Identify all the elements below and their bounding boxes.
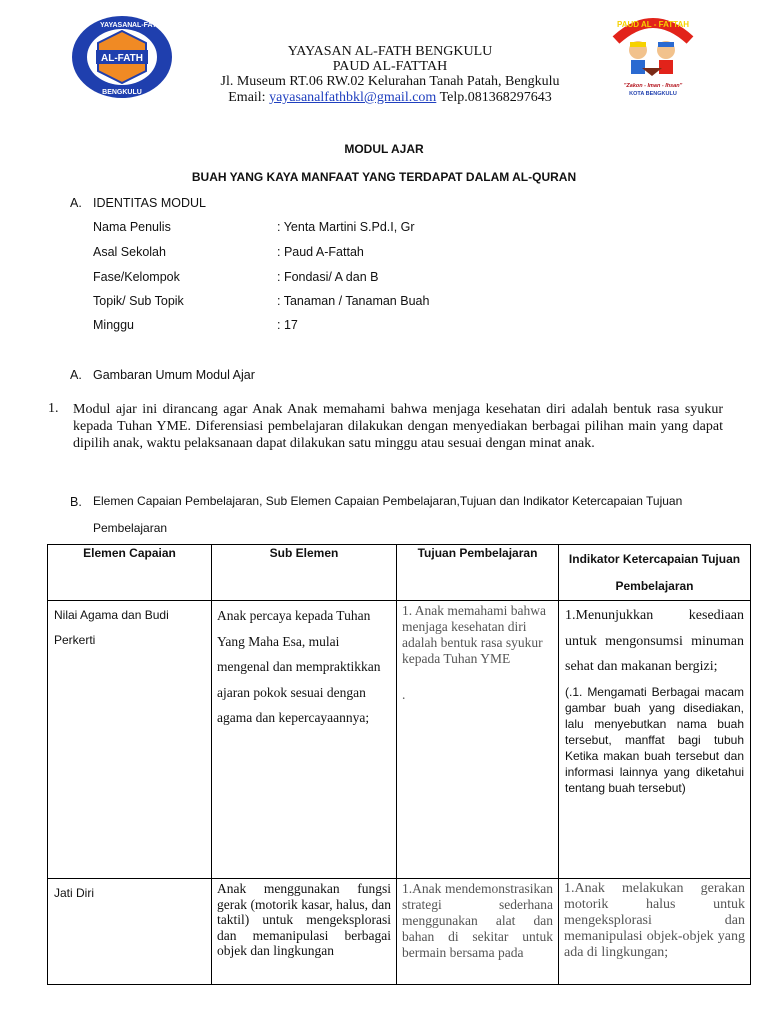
identitas-label: Asal Sekolah: [93, 245, 166, 259]
letterhead-address: Jl. Museum RT.06 RW.02 Kelurahan Tanah Patah, Bengkulu: [220, 74, 560, 89]
gambaran-heading: Gambaran Umum Modul Ajar: [93, 368, 255, 382]
email-label: Email:: [228, 90, 266, 105]
identitas-value: : Paud A-Fattah: [277, 245, 364, 259]
table-cell-elemen: Jati Diri: [48, 879, 212, 985]
letterhead-org: YAYASAN AL-FATH BENGKULU: [287, 44, 493, 59]
logo-bottom-text: BENGKULU: [102, 89, 142, 96]
document-title: MODUL AJAR: [344, 142, 424, 156]
phone-text: Telp.081368297643: [439, 90, 552, 105]
identitas-label: Nama Penulis: [93, 220, 171, 234]
capaian-table: [47, 544, 751, 985]
identitas-marker: A.: [70, 196, 82, 210]
table-cell-tujuan: [397, 601, 559, 879]
letterhead-contact: [180, 90, 600, 106]
table-cell-sub: Anak menggunakan fungsi gerak (motorik kasar, halus, dan taktil) untuk mengeksplorasi dan memanipulasi berbagai objek dan lingkungan: [212, 879, 397, 985]
table-header: Indikator Ketercapaian Tujuan Pembelajaran: [559, 545, 751, 601]
table-cell-tujuan: 1.Anak mendemonstrasikan strategi sederhana menggunakan alat dan bahan di sekitar untuk bermain bersama pada: [397, 879, 559, 985]
paud-logo-arc-text: PAUD AL - FATTAH: [617, 20, 689, 29]
document-subtitle: BUAH YANG KAYA MANFAAT YANG TERDAPAT DALAM AL-QURAN: [191, 170, 577, 184]
identitas-label: Fase/Kelompok: [93, 270, 180, 284]
identitas-heading: IDENTITAS MODUL: [93, 196, 206, 210]
table-header: Sub Elemen: [212, 545, 397, 601]
table-cell-elemen: Nilai Agama dan Budi Perkerti: [48, 601, 212, 879]
identitas-value: : Fondasi/ A dan B: [277, 270, 379, 284]
tujuan-extra: .: [402, 687, 406, 702]
yayasan-logo: [70, 14, 174, 100]
paud-logo-motto: "Zakon - Iman - Ihsan": [623, 83, 683, 89]
elemen-heading: Elemen Capaian Pembelajaran, Sub Elemen Capaian Pembelajaran,Tujuan dan Indikator Ketercapaian Tujuan Pembelajaran: [93, 494, 683, 535]
elemen-marker: B.: [70, 495, 82, 509]
gambaran-paragraph: Modul ajar ini dirancang agar Anak Anak memahami bahwa menjaga kesehatan diri adalah bentuk rasa syukur kepada Tuhan YME. Diferensiasi pembelajaran dilakukan dengan menyediakan berbagai pilihan main yang dapat dipilih anak, waktu pelaksanaan dapat dilakukan satu minggu atau sesuai dengan minat anak.: [73, 402, 723, 451]
identitas-label: Topik/ Sub Topik: [93, 294, 184, 308]
table-header: Tujuan Pembelajaran: [397, 545, 559, 601]
identitas-value: : Tanaman / Tanaman Buah: [277, 294, 430, 308]
gambaran-marker: A.: [70, 368, 82, 382]
identitas-value: : 17: [277, 318, 298, 332]
identitas-value: : Yenta Martini S.Pd.I, Gr: [277, 220, 415, 234]
paud-logo-city: KOTA BENGKULU: [629, 91, 677, 97]
table-row: [48, 879, 751, 985]
table-cell-sub: Anak percaya kepada Tuhan Yang Maha Esa, mulai mengenal dan mempraktikkan ajaran pokok sesuai dengan agama dan kepercayaannya;: [212, 601, 397, 879]
table-header: Elemen Capaian: [48, 545, 212, 601]
table-row: [48, 601, 751, 879]
email-link[interactable]: yayasanalfathbkl@gmail.com: [269, 90, 437, 105]
paud-logo: [608, 10, 698, 100]
indikator-text: 1.Menunjukkan kesediaan untuk mengonsumsi minuman sehat dan makanan bergizi;: [565, 608, 744, 674]
table-cell-indikator: 1.Anak melakukan gerakan motorik halus untuk mengeksplorasi dan memanipulasi objek-objek yang ada di lingkungan;: [559, 879, 751, 985]
logo-top-left-text: YAYASAN: [100, 22, 133, 29]
indikator-extra: (.1. Mengamati Berbagai macam gambar buah yang disediakan, lalu menyebutkan nama buah tersebut, manffat bagi tubuh Ketika makan buah tersebut dan informasi lainnya yang diketahui tentang buah tersebut): [565, 684, 744, 795]
logo-center-text: AL-FATH: [100, 53, 144, 64]
logo-top-right-text: AL-FATH: [132, 22, 162, 29]
tujuan-text: 1. Anak memahami bahwa menjaga kesehatan diri adalah bentuk rasa syukur kepada Tuhan YME: [402, 603, 546, 666]
table-header-row: [48, 545, 751, 601]
gambaran-item-marker: 1.: [48, 401, 59, 416]
table-cell-indikator: [559, 601, 751, 879]
identitas-label: Minggu: [93, 318, 134, 332]
letterhead-school: PAUD AL-FATTAH: [332, 59, 448, 74]
